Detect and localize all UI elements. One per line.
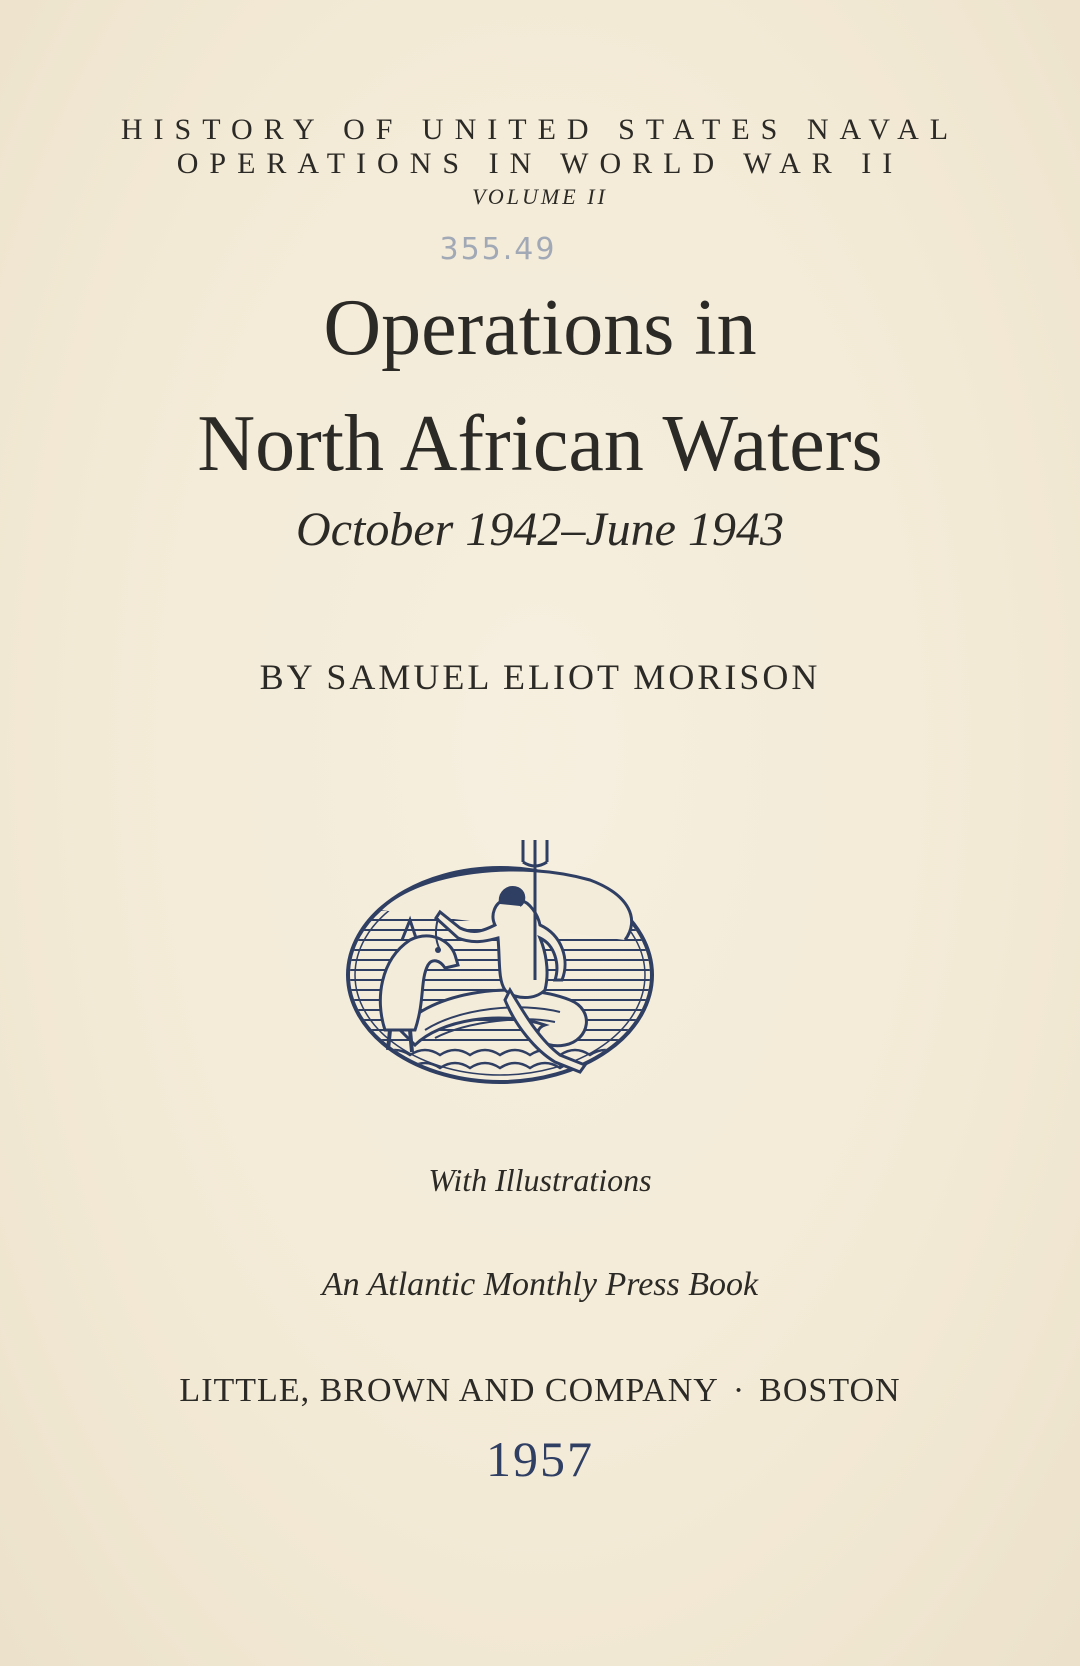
library-call-number: 355.49 (439, 232, 557, 267)
illustrations-note: With Illustrations (428, 1162, 652, 1198)
series-title-line-1: HISTORY OF UNITED STATES NAVAL (120, 113, 960, 146)
neptune-seahorse-emblem-icon (340, 840, 660, 1110)
publisher-name: LITTLE, BROWN AND COMPANY (179, 1372, 719, 1409)
series-title-line-2: OPERATIONS IN WORLD WAR II (176, 147, 904, 180)
book-date-range: October 1942–June 1943 (296, 503, 784, 556)
author-line: BY SAMUEL ELIOT MORISON (259, 657, 821, 697)
publisher-separator: · (732, 1372, 746, 1409)
book-title-line-1: Operations in (323, 284, 757, 372)
publisher-city: BOSTON (759, 1372, 901, 1409)
book-title-line-2: North African Waters (197, 400, 883, 488)
volume-label: VOLUME II (472, 184, 608, 209)
press-imprint-line: An Atlantic Monthly Press Book (321, 1266, 759, 1303)
publication-year: 1957 (486, 1431, 594, 1487)
publisher-line (0, 1372, 1080, 1410)
